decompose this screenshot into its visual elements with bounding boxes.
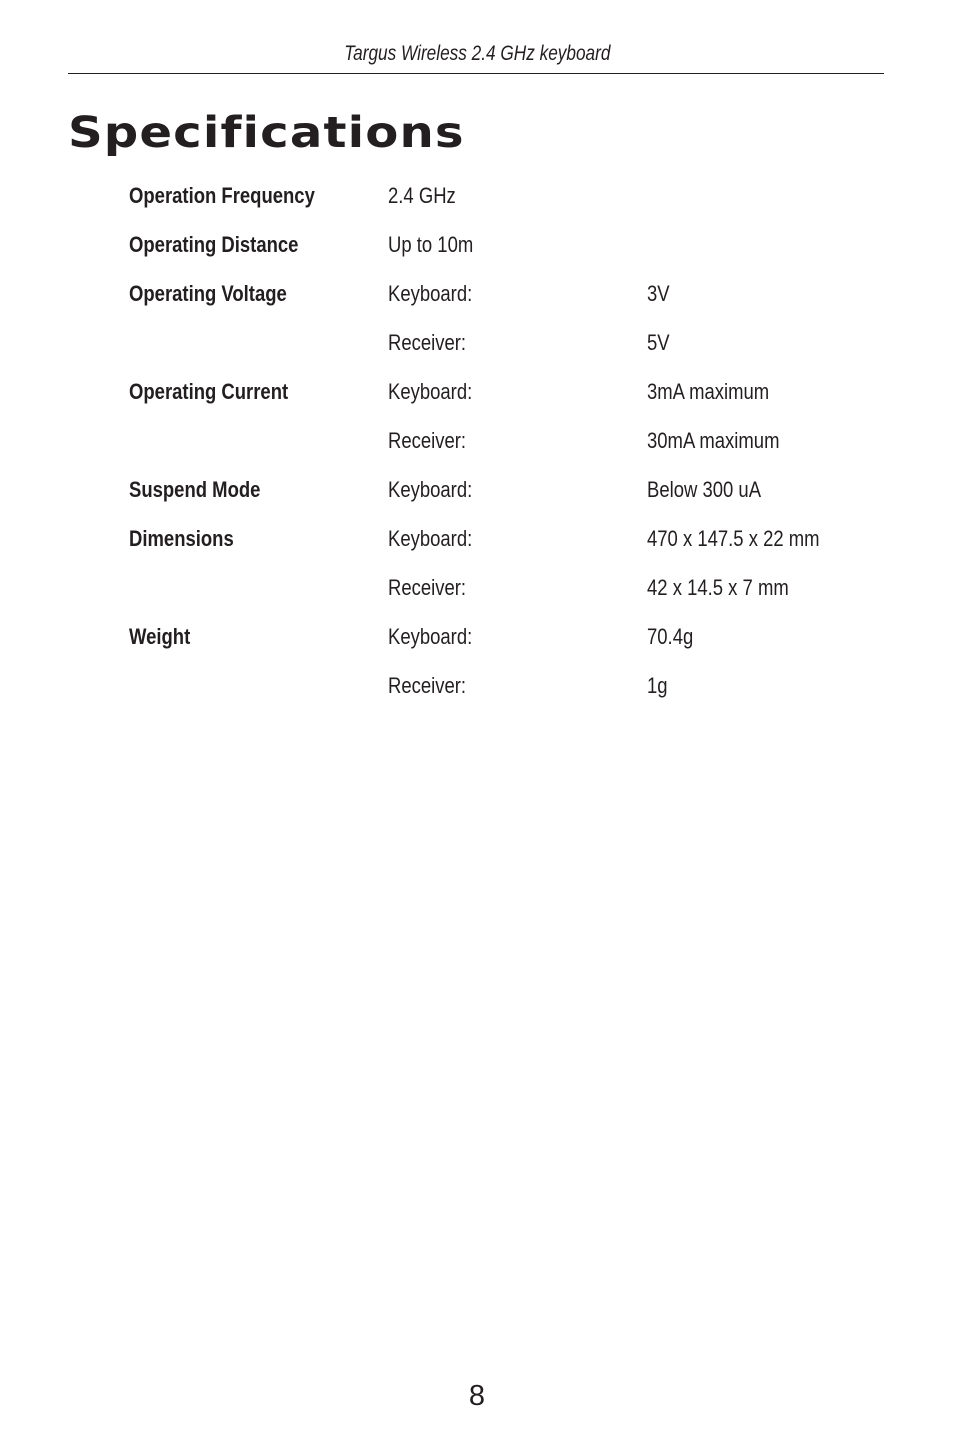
spec-component: 2.4 GHz [388, 183, 456, 208]
page-number: 8 [468, 1380, 486, 1412]
spec-value: 5V [647, 330, 670, 355]
spec-row [0, 428, 954, 458]
spec-component: Keyboard: [388, 379, 473, 404]
spec-label: Weight [129, 624, 191, 649]
spec-component: Keyboard: [388, 477, 473, 502]
spec-row [0, 281, 954, 311]
spec-label: Dimensions [129, 526, 234, 551]
spec-label: Operating Current [129, 379, 289, 404]
spec-label: Operation Frequency [129, 183, 315, 208]
spec-value: 1g [647, 673, 668, 698]
spec-value: Below 300 uA [647, 477, 762, 502]
spec-row [0, 673, 954, 703]
spec-row [0, 232, 954, 262]
spec-value: 3V [647, 281, 670, 306]
spec-row [0, 624, 954, 654]
spec-component: Keyboard: [388, 624, 473, 649]
running-header-text: Targus Wireless 2.4 GHz keyboard [343, 42, 611, 65]
spec-value: 70.4g [647, 624, 694, 649]
spec-row [0, 183, 954, 213]
running-header [0, 42, 954, 66]
spec-row [0, 526, 954, 556]
spec-component: Keyboard: [388, 281, 473, 306]
spec-component: Keyboard: [388, 526, 473, 551]
spec-component: Receiver: [388, 428, 467, 453]
spec-row [0, 575, 954, 605]
spec-component: Receiver: [388, 673, 467, 698]
spec-label: Suspend Mode [129, 477, 261, 502]
spec-value: 3mA maximum [647, 379, 770, 404]
spec-label: Operating Voltage [129, 281, 287, 306]
page-title: Specifications [68, 108, 465, 158]
spec-component: Up to 10m [388, 232, 474, 257]
spec-row [0, 379, 954, 409]
spec-component: Receiver: [388, 330, 467, 355]
header-rule [68, 73, 884, 74]
spec-value: 470 x 147.5 x 22 mm [647, 526, 820, 551]
spec-label: Operating Distance [129, 232, 299, 257]
spec-value: 42 x 14.5 x 7 mm [647, 575, 789, 600]
spec-row [0, 330, 954, 360]
spec-component: Receiver: [388, 575, 467, 600]
spec-row [0, 477, 954, 507]
spec-value: 30mA maximum [647, 428, 780, 453]
